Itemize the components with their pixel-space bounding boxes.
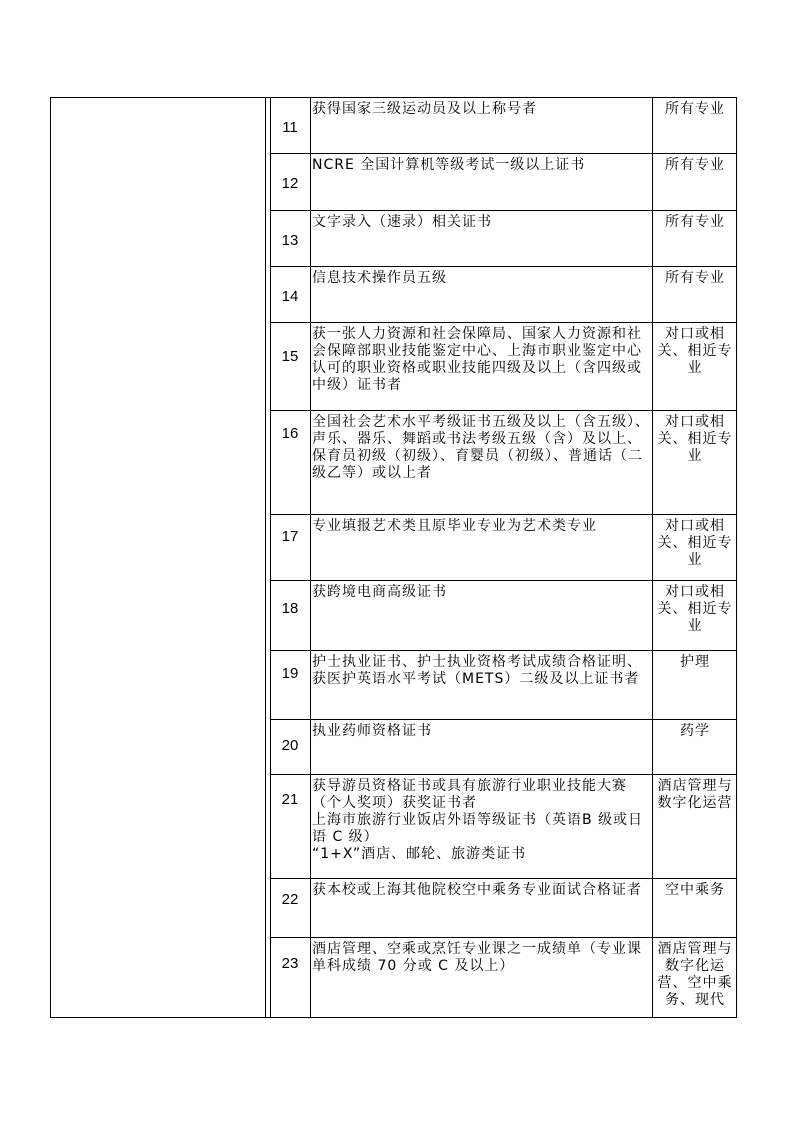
certificate-item: 获本校或上海其他院校空中乘务专业面试合格证者 <box>312 882 642 898</box>
row-number: 14 <box>281 288 299 305</box>
applicable-major: 所有专业 <box>665 157 725 173</box>
row-divider <box>270 937 737 938</box>
applicable-major: 所有专业 <box>665 101 725 117</box>
certificate-item: 信息技术操作员五级 <box>312 270 447 286</box>
applicable-major: 所有专业 <box>665 214 725 230</box>
row-number: 20 <box>281 737 299 754</box>
certificate-item: 护士执业证书、护士执业资格考试成绩合格证明、获医护英语水平考试（METS）二级及以上证书者 <box>312 654 642 687</box>
certificate-item: 获一张人力资源和社会保障局、国家人力资源和社会保障部职业技能鉴定中心、上海市职业鉴定中心认可的职业资格或职业技能四级及以上（含四级或中级）证书者 <box>312 326 642 393</box>
row-divider <box>270 650 737 651</box>
row-number: 17 <box>281 528 299 545</box>
certificate-item: 全国社会艺术水平考级证书五级及以上（含五级）、声乐、器乐、舞蹈或书法考级五级（含）及以上、保育员初级（初级）、育婴员（初级）、普通话（二级乙等）或以上者 <box>312 414 650 481</box>
table-divider <box>652 97 653 1018</box>
row-number: 13 <box>281 232 299 249</box>
certificate-item: NCRE 全国计算机等级考试一级以上证书 <box>312 157 586 173</box>
certificate-item: 获得国家三级运动员及以上称号者 <box>312 101 537 117</box>
applicable-major: 对口或相关、相近专业 <box>657 326 733 376</box>
row-divider <box>270 266 737 267</box>
applicable-major: 护理 <box>680 654 710 670</box>
row-divider <box>270 410 737 411</box>
row-number: 23 <box>281 955 299 972</box>
row-divider <box>270 580 737 581</box>
applicable-major: 所有专业 <box>665 270 725 286</box>
row-number: 16 <box>281 425 299 442</box>
applicable-major: 对口或相关、相近专业 <box>657 518 733 568</box>
certificate-item: 专业填报艺术类且原毕业专业为艺术类专业 <box>312 518 597 534</box>
applicable-major: 药学 <box>680 723 710 739</box>
applicable-major: 空中乘务 <box>665 882 725 898</box>
certificate-item: 酒店管理、空乘或烹饪专业课之一成绩单（专业课单科成绩 70 分或 C 及以上） <box>312 941 642 974</box>
row-number: 22 <box>281 891 299 908</box>
applicable-major: 酒店管理与数字化运营 <box>657 778 733 811</box>
applicable-major: 对口或相关、相近专业 <box>657 584 733 634</box>
row-number: 12 <box>281 175 299 192</box>
certificate-item: 获导游员资格证书或具有旅游行业职业技能大赛（个人奖项）获奖证书者 上海市旅游行业饭店外语等级证书（英语B 级或日语 C 级） “1+X”酒店、邮轮、旅游类证书 <box>312 778 644 862</box>
certificate-item: 文字录入（速录）相关证书 <box>312 214 492 230</box>
applicable-major: 酒店管理与数字化运营、空中乘务、现代 <box>657 941 733 1008</box>
applicable-major: 对口或相关、相近专业 <box>657 414 733 464</box>
row-divider <box>270 774 737 775</box>
row-divider <box>270 878 737 879</box>
row-divider <box>270 322 737 323</box>
certificate-table <box>50 97 736 1018</box>
row-number: 11 <box>282 119 298 136</box>
row-number: 18 <box>281 600 299 617</box>
table-border-left <box>50 97 51 1018</box>
row-number: 19 <box>281 665 299 682</box>
row-number: 21 <box>281 791 299 808</box>
certificate-item: 获跨境电商高级证书 <box>312 584 447 600</box>
table-divider <box>310 97 311 1018</box>
row-number: 15 <box>281 348 299 365</box>
row-divider <box>270 153 737 154</box>
row-divider <box>270 210 737 211</box>
table-border-right <box>736 97 737 1018</box>
row-divider <box>270 514 737 515</box>
certificate-item: 执业药师资格证书 <box>312 723 432 739</box>
table-divider <box>265 97 266 1018</box>
row-divider <box>270 719 737 720</box>
